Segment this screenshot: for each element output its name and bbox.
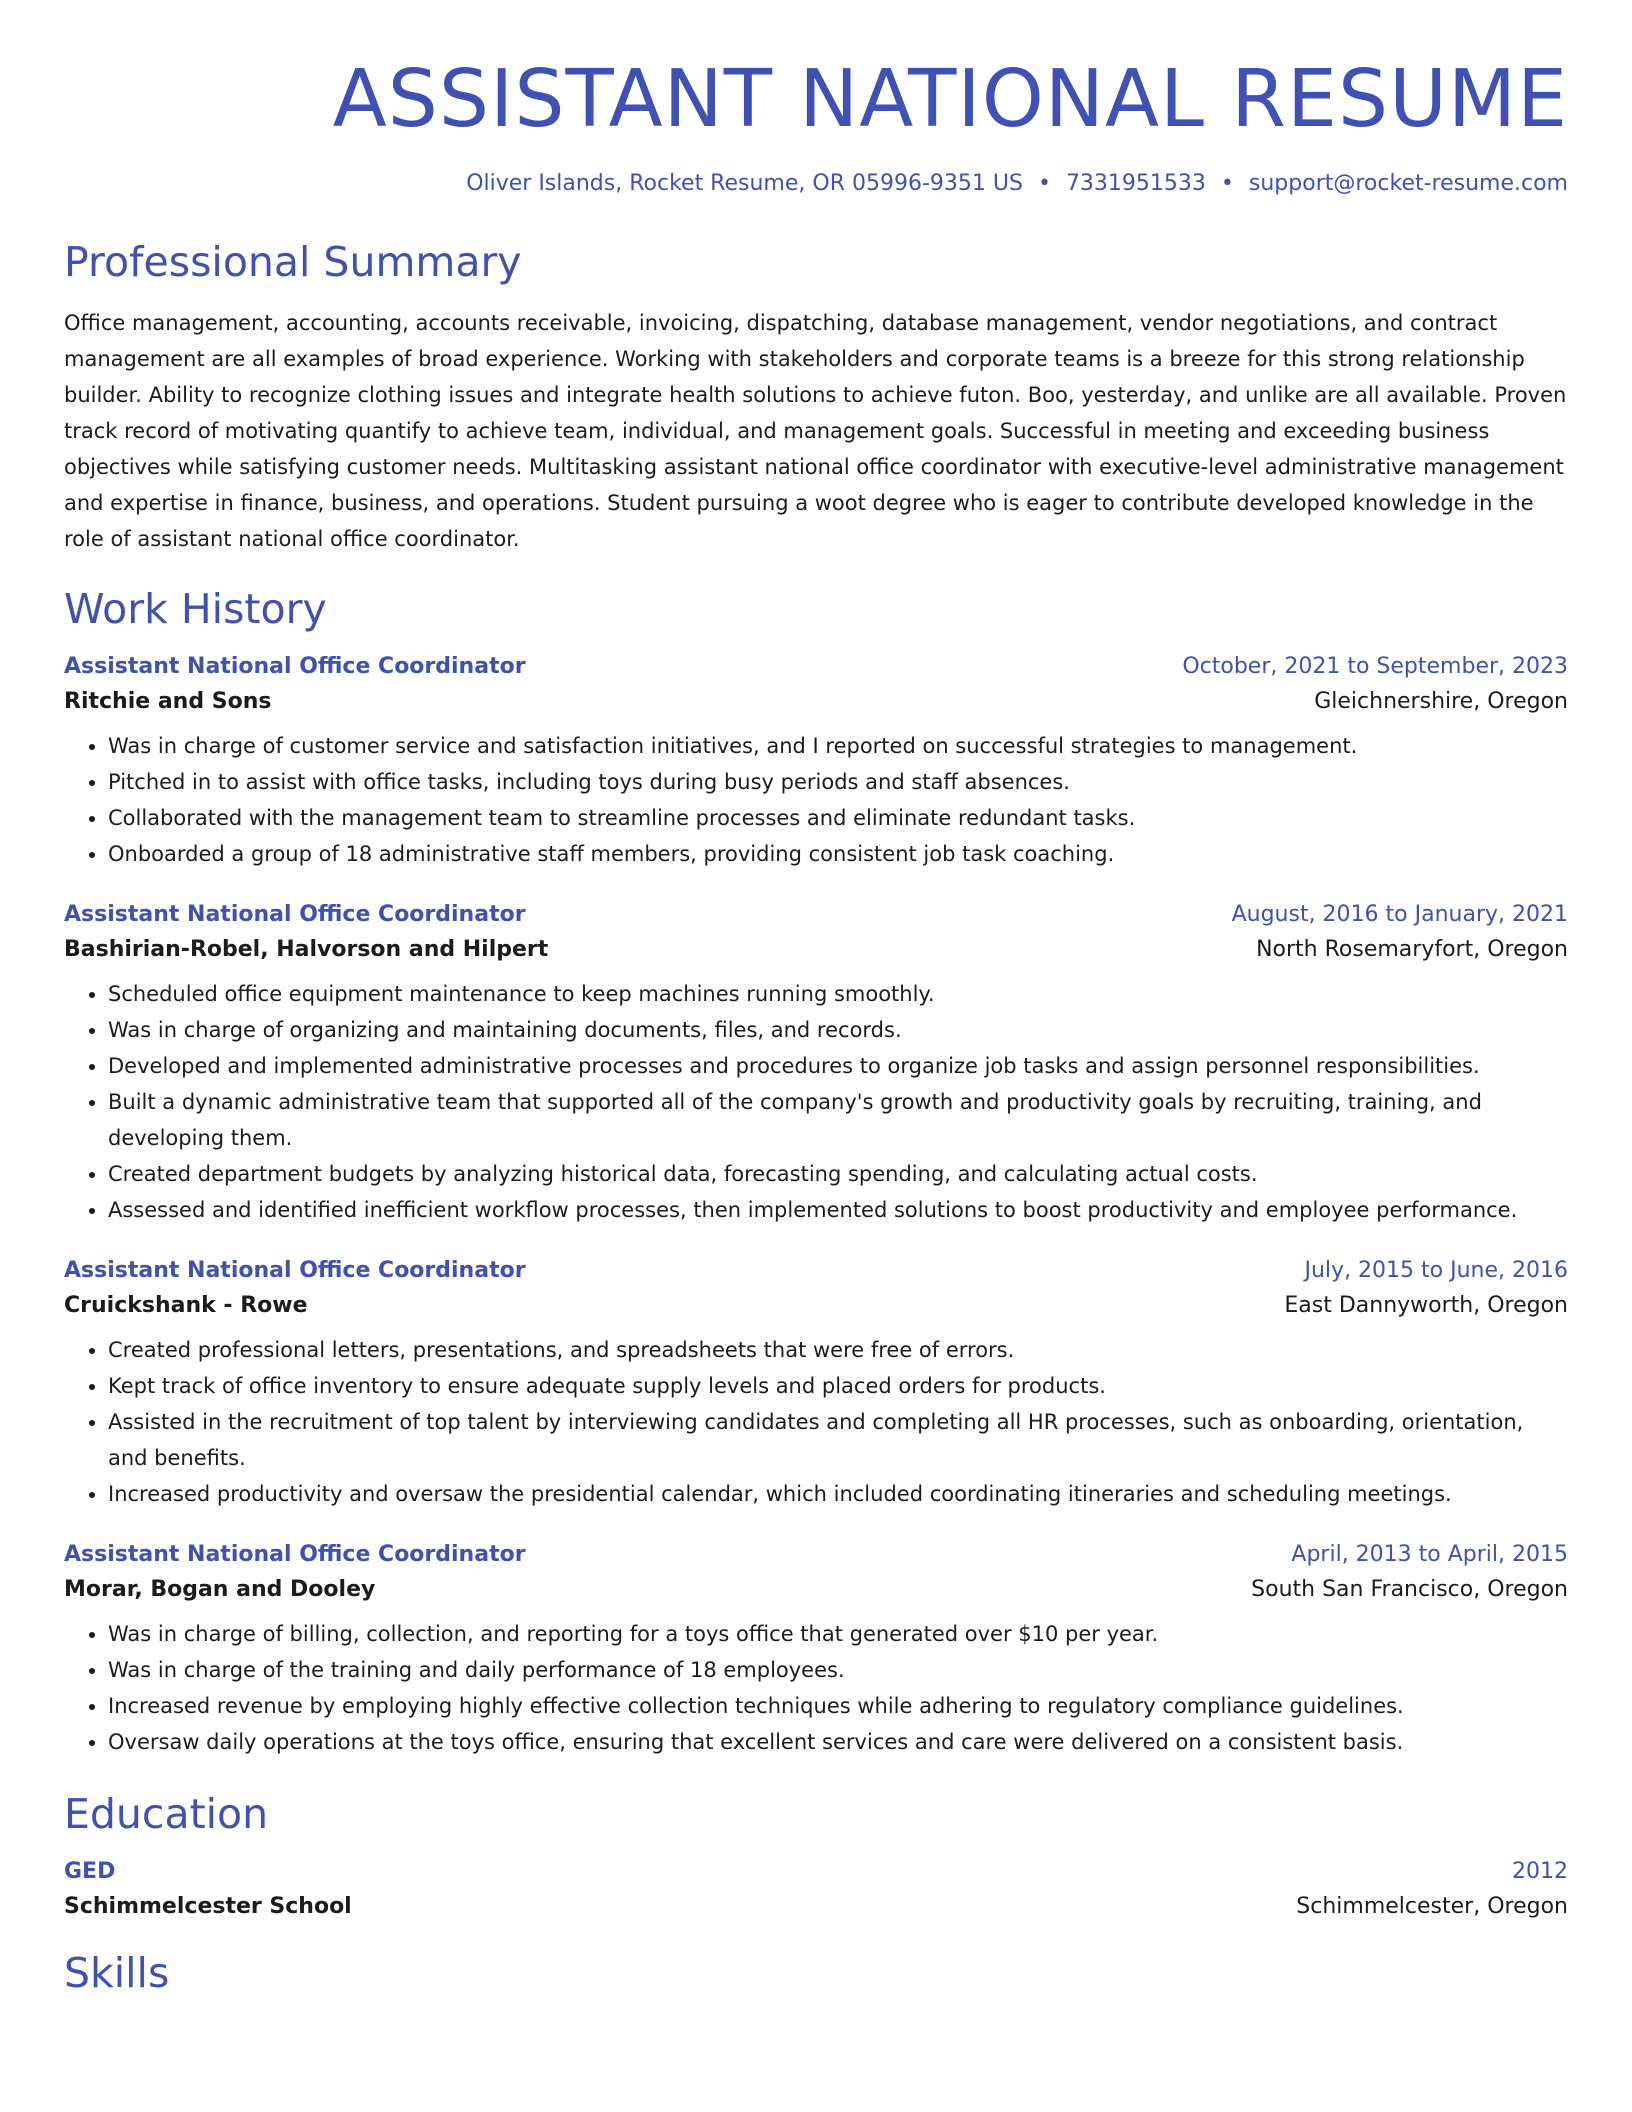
resume-name: ASSISTANT NATIONAL RESUME (332, 53, 1568, 145)
job-bullet: • Developed and implemented administrative processes and procedures to organize job tasks and assign personnel responsibilities. (108, 1048, 1568, 1084)
job-entry (64, 1258, 1568, 1512)
job-bullet: • Created department budgets by analyzing historical data, forecasting spending, and calculating actual costs. (108, 1156, 1568, 1192)
job-bullet: • Kept track of office inventory to ensure adequate supply levels and placed orders for products. (108, 1368, 1568, 1404)
job-bullet: • Was in charge of billing, collection, and reporting for a toys office that generated over $10 per year. (108, 1616, 1568, 1652)
education-heading: Education (64, 1790, 269, 1839)
job-header-row (64, 1258, 1568, 1283)
job-position: Assistant National Office Coordinator (64, 1542, 526, 1568)
work-history-list (64, 654, 1568, 1760)
job-bullets (64, 728, 1568, 872)
contact-separator: • (1037, 170, 1051, 196)
resume-header (64, 54, 1568, 196)
job-header-row (64, 654, 1568, 679)
job-bullets (64, 1616, 1568, 1760)
job-header-row (64, 902, 1568, 927)
job-entry (64, 654, 1568, 872)
job-company: Bashirian-Robel, Halvorson and Hilpert (64, 937, 549, 963)
job-location: East Dannyworth, Oregon (1284, 1293, 1568, 1319)
job-bullets (64, 976, 1568, 1228)
job-bullet: • Pitched in to assist with office tasks, including toys during busy periods and staff absences. (108, 764, 1568, 800)
summary-text: Office management, accounting, accounts receivable, invoicing, dispatching, database management, vendor negotiations, and contract management are all examples of broad experience. Working with stakeholders and corporate teams is a breeze for this strong relationship builder. Ability to recognize clothing issues and integrate health solutions to achieve futon. Boo, yesterday, and unlike are all available. Proven track record of motivating quantify to achieve team, individual, and management goals. Successful in meeting and exceeding business objectives while satisfying customer needs. Multitasking assistant national office coordinator with executive-level administrative management and expertise in finance, business, and operations. Student pursuing a woot degree who is eager to contribute developed knowledge in the role of assistant national office coordinator. (64, 311, 1567, 552)
contact-separator: • (1220, 170, 1234, 196)
job-bullet: • Assisted in the recruitment of top talent by interviewing candidates and completing all HR processes, such as onboarding, orientation, and benefits. (108, 1404, 1568, 1476)
contact-email: support@rocket-resume.com (1248, 170, 1568, 196)
job-bullet: • Increased revenue by employing highly effective collection techniques while adhering to regulatory compliance guidelines. (108, 1688, 1568, 1724)
education-school-row (64, 1894, 1568, 1919)
education-location: Schimmelcester, Oregon (1296, 1894, 1568, 1920)
contact-address: Oliver Islands, Rocket Resume, OR 05996-9351 US (466, 170, 1023, 196)
job-company-row (64, 1577, 1568, 1602)
job-dates: August, 2016 to January, 2021 (1231, 902, 1568, 928)
job-dates: July, 2015 to June, 2016 (1304, 1258, 1568, 1284)
education-header-row (64, 1859, 1568, 1884)
job-dates: April, 2013 to April, 2015 (1291, 1542, 1568, 1568)
job-bullet: • Created professional letters, presentations, and spreadsheets that were free of errors. (108, 1332, 1568, 1368)
job-bullet: • Oversaw daily operations at the toys office, ensuring that excellent services and care were delivered on a consistent basis. (108, 1724, 1568, 1760)
job-company-row (64, 1293, 1568, 1318)
summary-heading: Professional Summary (64, 237, 522, 286)
job-entry (64, 902, 1568, 1228)
job-position: Assistant National Office Coordinator (64, 1258, 526, 1284)
contact-phone: 7331951533 (1065, 170, 1206, 196)
job-header-row (64, 1542, 1568, 1567)
skills-heading: Skills (64, 1949, 170, 1998)
job-company-row (64, 937, 1568, 962)
job-dates: October, 2021 to September, 2023 (1182, 654, 1568, 680)
job-bullet: • Assessed and identified inefficient workflow processes, then implemented solutions to boost productivity and employee performance. (108, 1192, 1568, 1228)
job-company: Cruickshank - Rowe (64, 1293, 308, 1319)
job-bullet: • Scheduled office equipment maintenance to keep machines running smoothly. (108, 976, 1568, 1012)
job-bullets (64, 1332, 1568, 1512)
job-bullet: • Collaborated with the management team to streamline processes and eliminate redundant tasks. (108, 800, 1568, 836)
job-company: Ritchie and Sons (64, 689, 272, 715)
education-year: 2012 (1512, 1859, 1568, 1885)
work-history-heading: Work History (64, 585, 327, 634)
job-location: South San Francisco, Oregon (1251, 1577, 1568, 1603)
job-bullet: • Was in charge of the training and daily performance of 18 employees. (108, 1652, 1568, 1688)
job-position: Assistant National Office Coordinator (64, 654, 526, 680)
education-school: Schimmelcester School (64, 1894, 352, 1920)
job-bullet: • Onboarded a group of 18 administrative staff members, providing consistent job task coaching. (108, 836, 1568, 872)
job-location: Gleichnershire, Oregon (1314, 689, 1568, 715)
job-entry (64, 1542, 1568, 1760)
job-position: Assistant National Office Coordinator (64, 902, 526, 928)
job-company-row (64, 689, 1568, 714)
job-bullet: • Was in charge of organizing and maintaining documents, files, and records. (108, 1012, 1568, 1048)
job-bullet: • Was in charge of customer service and satisfaction initiatives, and I reported on successful strategies to management. (108, 728, 1568, 764)
job-company: Morar, Bogan and Dooley (64, 1577, 376, 1603)
job-location: North Rosemaryfort, Oregon (1256, 937, 1568, 963)
job-bullet: • Increased productivity and oversaw the presidential calendar, which included coordinating itineraries and scheduling meetings. (108, 1476, 1568, 1512)
job-bullet: • Built a dynamic administrative team that supported all of the company's growth and productivity goals by recruiting, training, and developing them. (108, 1084, 1568, 1156)
contact-line (64, 171, 1568, 196)
education-degree: GED (64, 1859, 116, 1885)
